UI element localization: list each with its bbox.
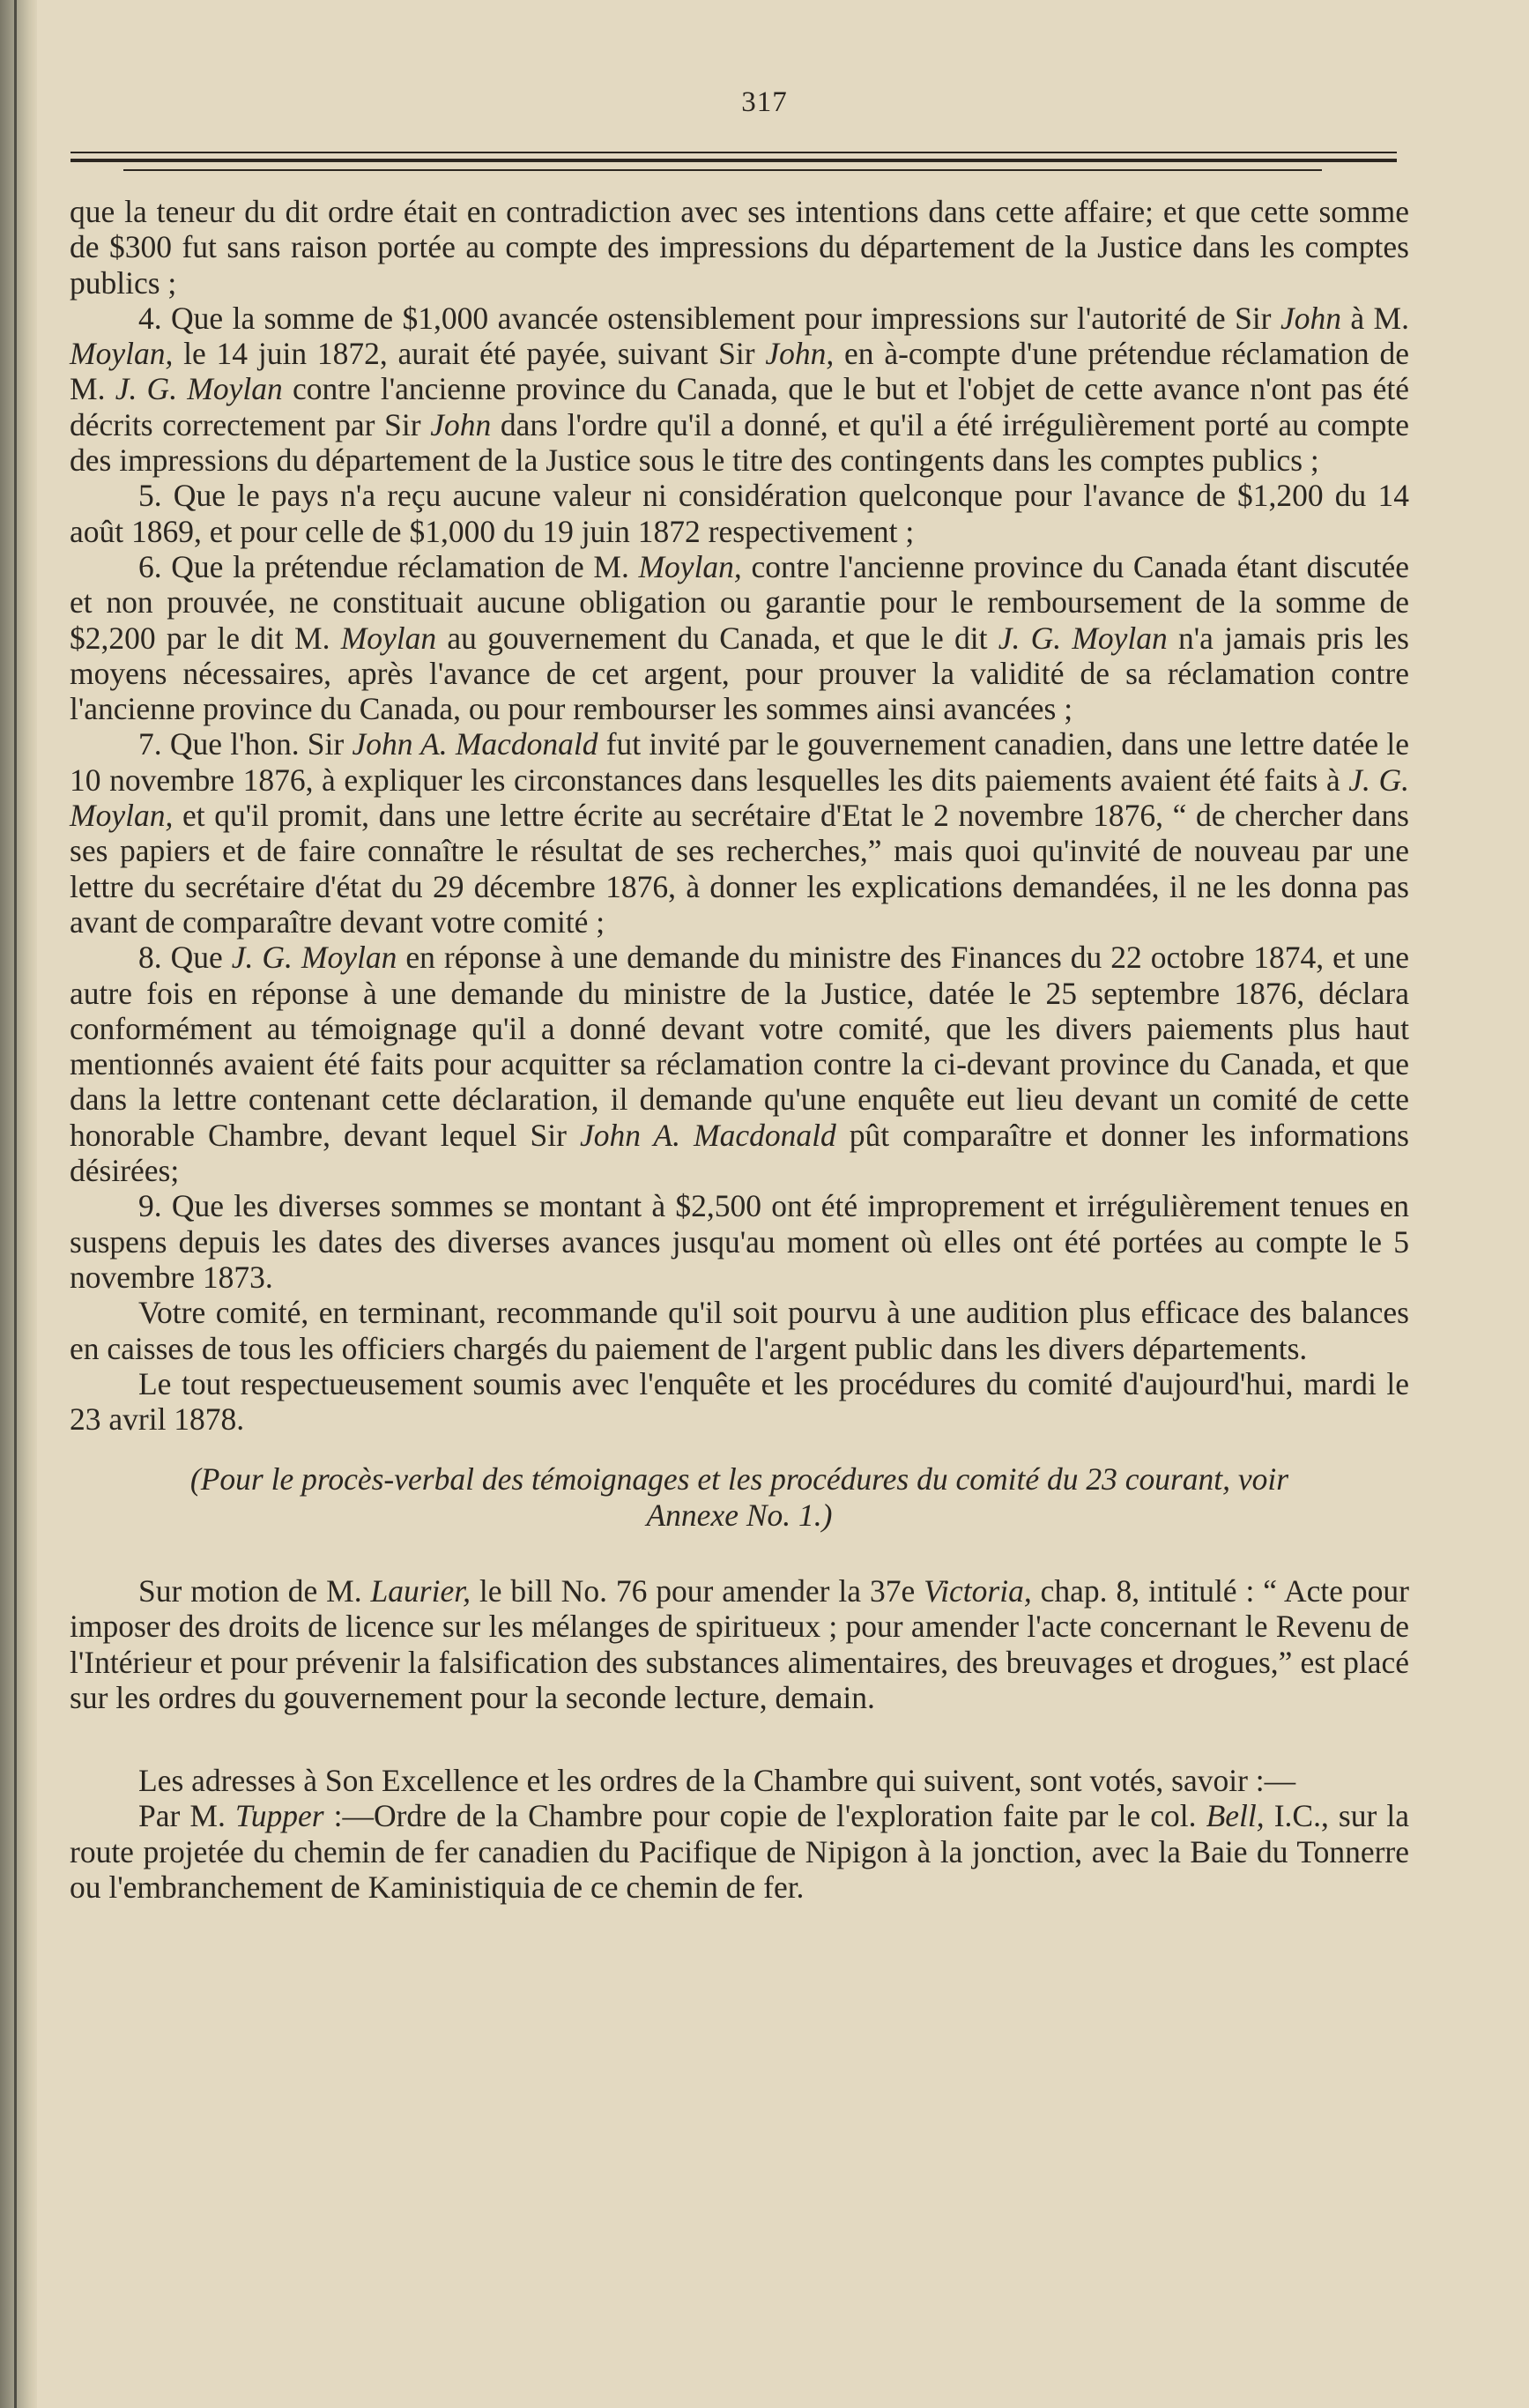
binding-edge	[14, 0, 17, 2408]
item-8: 8. Que J. G. Moylan en réponse à une demande du ministre des Finances du 22 octobre 1874, et une autre fois en réponse à une demande du ministre de la Justice, datée le 25 septembre 1876, déclara conformément au témoignage qu'il a donné devant votre comité, que les divers paiements plus haut mentionnés avaient été faits pour acquitter sa réclamation contre la ci-devant province du Canada, et que dans la lettre contenant cette déclaration, il demande qu'une enquête eut lieu devant un comité de cette honorable Chambre, devant lequel Sir John A. Macdonald pût comparaître et donner les informations désirées;	[70, 940, 1409, 1189]
paragraph-continued: que la teneur du dit ordre était en contradiction avec ses intentions dans cette affaire; et que cette somme de $300 fut sans raison portée au compte des impressions du département de la Justice dans les comptes publics ;	[70, 194, 1409, 301]
header-rule-top	[71, 152, 1397, 153]
recommendation: Votre comité, en terminant, recommande qu'il soit pourvu à une audition plus efficace des balances en caisses de tous les officiers chargés du paiement de l'argent public dans les divers départements.	[70, 1295, 1409, 1366]
item-4: 4. Que la somme de $1,000 avancée ostensiblement pour impressions sur l'autorité de Sir John à M. Moylan, le 14 juin 1872, aurait été payée, suivant Sir John, en à-compte d'une prétendue réclamation de M. J. G. Moylan contre l'ancienne province du Canada, que le but et l'objet de cette avance n'ont pas été décrits correctement par Sir John dans l'ordre qu'il a donné, et qu'il a été irrégulièrement porté au compte des impressions du département de la Justice sous le titre des contingents dans les comptes publics ;	[70, 300, 1409, 479]
page-body	[70, 194, 1409, 1905]
page-number: 317	[741, 86, 788, 118]
addresses-intro: Les adresses à Son Excellence et les ordres de la Chambre qui suivent, sont votés, savoir :—	[138, 1763, 1296, 1799]
binding-shadow	[0, 0, 37, 2408]
order-tupper: Par M. Tupper :—Ordre de la Chambre pour copie de l'exploration faite par le col. Bell, I.C., sur la route projetée du chemin de fer canadien du Pacifique de Nipigon à la jonction, avec la Baie du Tonnerre ou l'embranchement de Kaministiquia de ce chemin de fer.	[70, 1798, 1410, 1906]
item-5: 5. Que le pays n'a reçu aucune valeur ni considération quelconque pour l'avance de $1,200 du 14 août 1869, et pour celle de $1,000 du 19 juin 1872 respectivement ;	[70, 478, 1409, 549]
item-6: 6. Que la prétendue réclamation de M. Moylan, contre l'ancienne province du Canada étant discutée et non prouvée, ne constituait aucune obligation ou garantie pour le remboursement de la somme de $2,200 par le dit M. Moylan au gouvernement du Canada, et que le dit J. G. Moylan n'a jamais pris les moyens nécessaires, après l'avance de cet argent, pour prouver la validité de sa réclamation contre l'ancienne province du Canada, ou pour rembourser les sommes ainsi avancées ;	[70, 548, 1409, 727]
header-rule-thick	[71, 159, 1397, 162]
header-rule-bottom	[123, 169, 1322, 171]
motion-laurier: Sur motion de M. Laurier, le bill No. 76 pour amender la 37e Victoria, chap. 8, intitulé : “ Acte pour imposer des droits de licence sur les mélanges de spiritueux ; pour amender l'acte concernant le Revenu de l'Intérieur et pour prévenir la falsification des substances alimentaires, des breuvages et drogues,” est placé sur les ordres du gouvernement pour la seconde lecture, demain.	[70, 1572, 1409, 1715]
item-7: 7. Que l'hon. Sir John A. Macdonald fut invité par le gouvernement canadien, dans une lettre datée le 10 novembre 1876, à expliquer les circonstances dans lesquelles les dits paiements avaient été faits à J. G. Moylan, et qu'il promit, dans une lettre écrite au secrétaire d'Etat le 2 novembre 1876, “ de chercher dans ses papiers et de faire connaître le résultat de ses recherches,” mais quoi qu'invité de nouveau par une lettre du secrétaire d'état du 29 décembre 1876, à donner les explications demandées, il ne les donna pas avant de comparaître devant votre comité ;	[70, 726, 1409, 940]
annex-reference: (Pour le procès-verbal des témoignages et les procédures du comité du 23 courant, voir Annexe No. 1.)	[189, 1461, 1289, 1533]
closing-statement: Le tout respectueusement soumis avec l'enquête et les procédures du comité d'aujourd'hui, mardi le 23 avril 1878.	[70, 1365, 1409, 1438]
item-9: 9. Que les diverses sommes se montant à $2,500 ont été improprement et irrégulièrement tenues en suspens depuis les dates des diverses avances jusqu'au moment où elles ont été portées au compte le 5 novembre 1873.	[70, 1188, 1409, 1295]
